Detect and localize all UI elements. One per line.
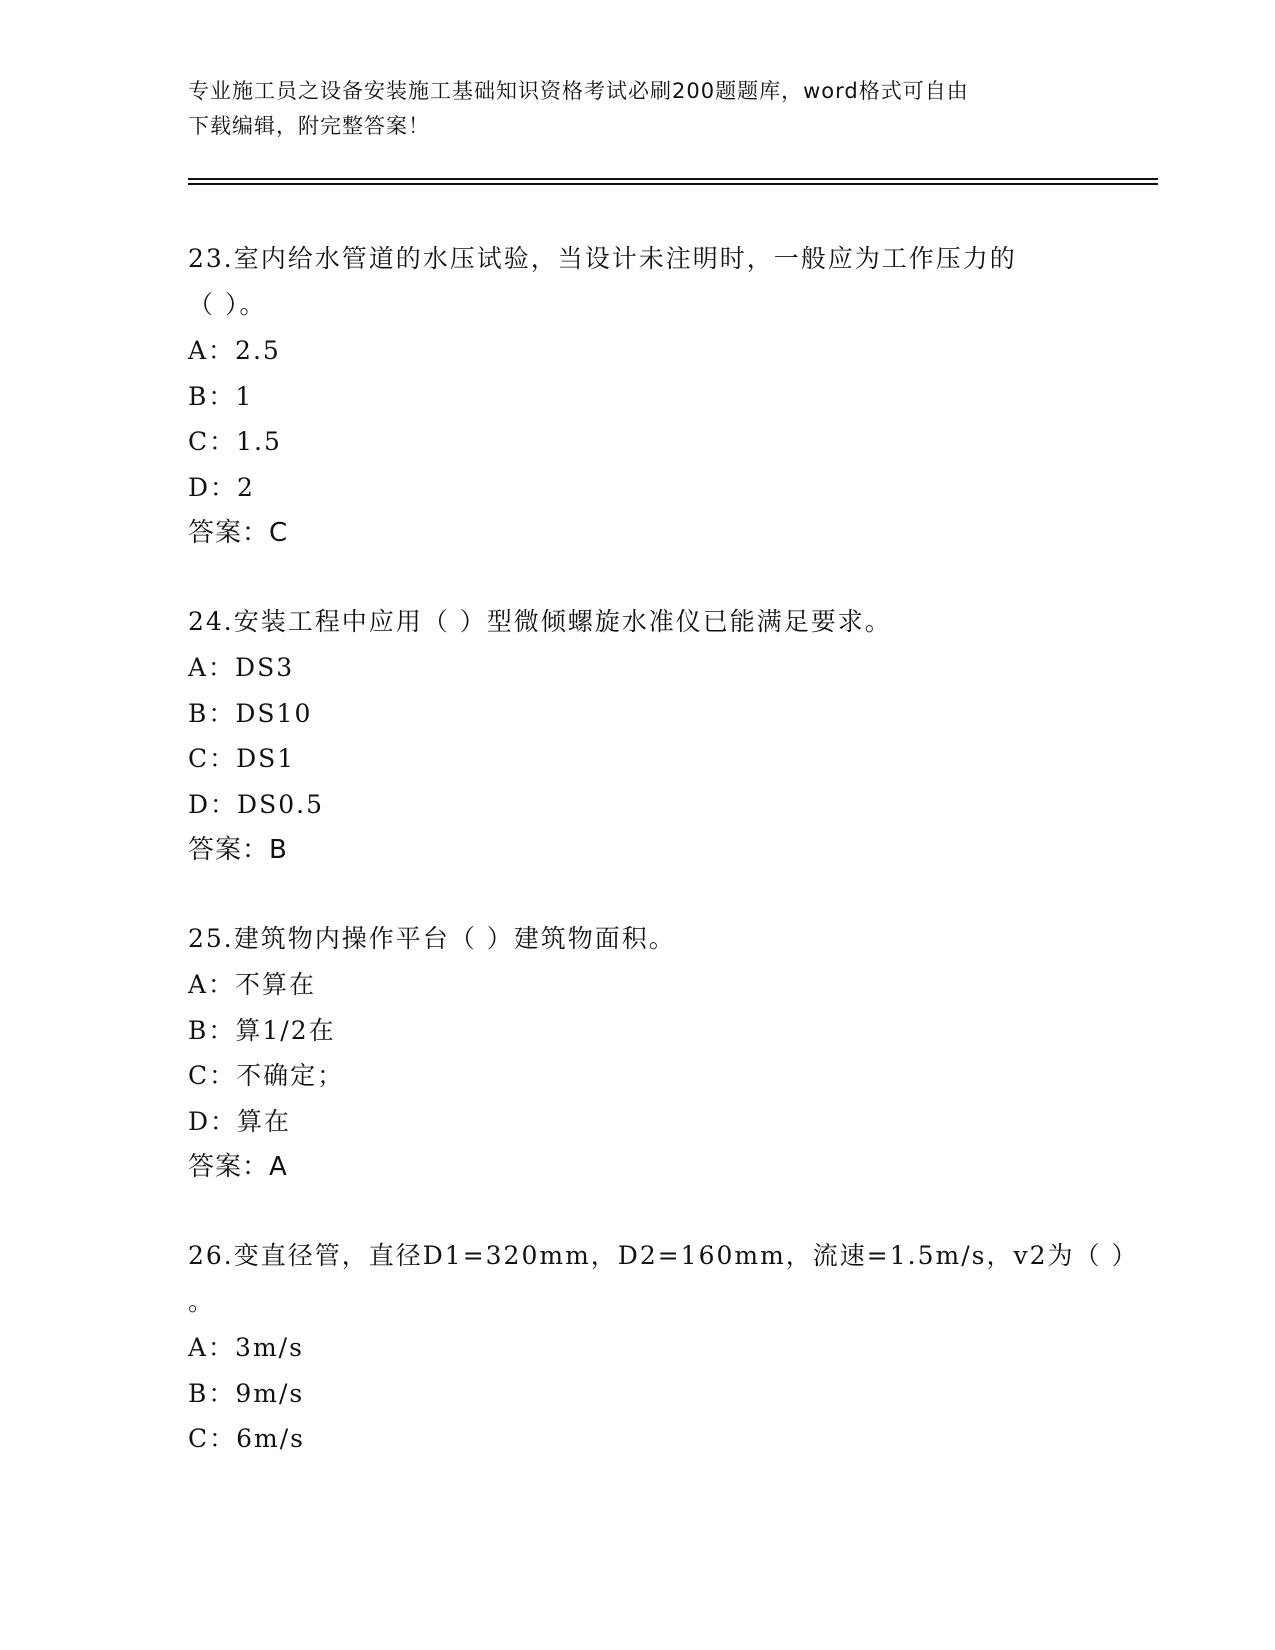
option-b: B：DS10 xyxy=(188,698,313,728)
question-stem: 24.安装工程中应用（ ）型微倾螺旋水准仪已能满足要求。 xyxy=(188,607,892,636)
header-divider-top xyxy=(188,178,1158,180)
option-b: B：算1/2在 xyxy=(188,1015,336,1045)
option-a: A：2.5 xyxy=(188,336,281,365)
question-25 xyxy=(188,916,1108,1190)
question-24 xyxy=(188,599,1108,873)
question-stem: 26.变直径管，直径D1=320mm，D2=160mm，流速=1.5m/s，v2为（ ） xyxy=(188,1241,1139,1270)
option-b: B：9m/s xyxy=(188,1378,305,1408)
option-d: D：算在 xyxy=(188,1106,292,1136)
header-line-2: 下载编辑，附完整答案！ xyxy=(188,114,430,138)
question-stem-continued: 。 xyxy=(188,1287,216,1316)
question-stem: 23.室内给水管道的水压试验，当设计未注明时，一般应为工作压力的 xyxy=(188,244,1017,273)
question-26 xyxy=(188,1233,1139,1462)
header-line-1: 专业施工员之设备安装施工基础知识资格考试必刷200题题库，word格式可自由 xyxy=(188,79,969,103)
question-23 xyxy=(188,236,1108,556)
answer: 答案：C xyxy=(188,518,289,548)
document-header xyxy=(188,74,1068,144)
option-b: B：1 xyxy=(188,381,254,411)
option-a: A：3m/s xyxy=(188,1333,304,1362)
option-c: C：不确定； xyxy=(188,1061,345,1090)
option-c: C：1.5 xyxy=(188,427,282,456)
option-c: C：DS1 xyxy=(188,744,296,773)
header-divider-bottom xyxy=(188,183,1158,185)
option-a: A：DS3 xyxy=(188,653,295,682)
option-a: A：不算在 xyxy=(188,970,317,999)
question-stem-continued: （ ）。 xyxy=(188,290,267,319)
answer: 答案：A xyxy=(188,1152,288,1182)
option-d: D：DS0.5 xyxy=(188,789,324,819)
option-c: C：6m/s xyxy=(188,1424,305,1453)
option-d: D：2 xyxy=(188,472,255,502)
question-list xyxy=(188,236,1139,1505)
answer: 答案：B xyxy=(188,835,288,865)
question-stem: 25.建筑物内操作平台（ ）建筑物面积。 xyxy=(188,924,676,953)
